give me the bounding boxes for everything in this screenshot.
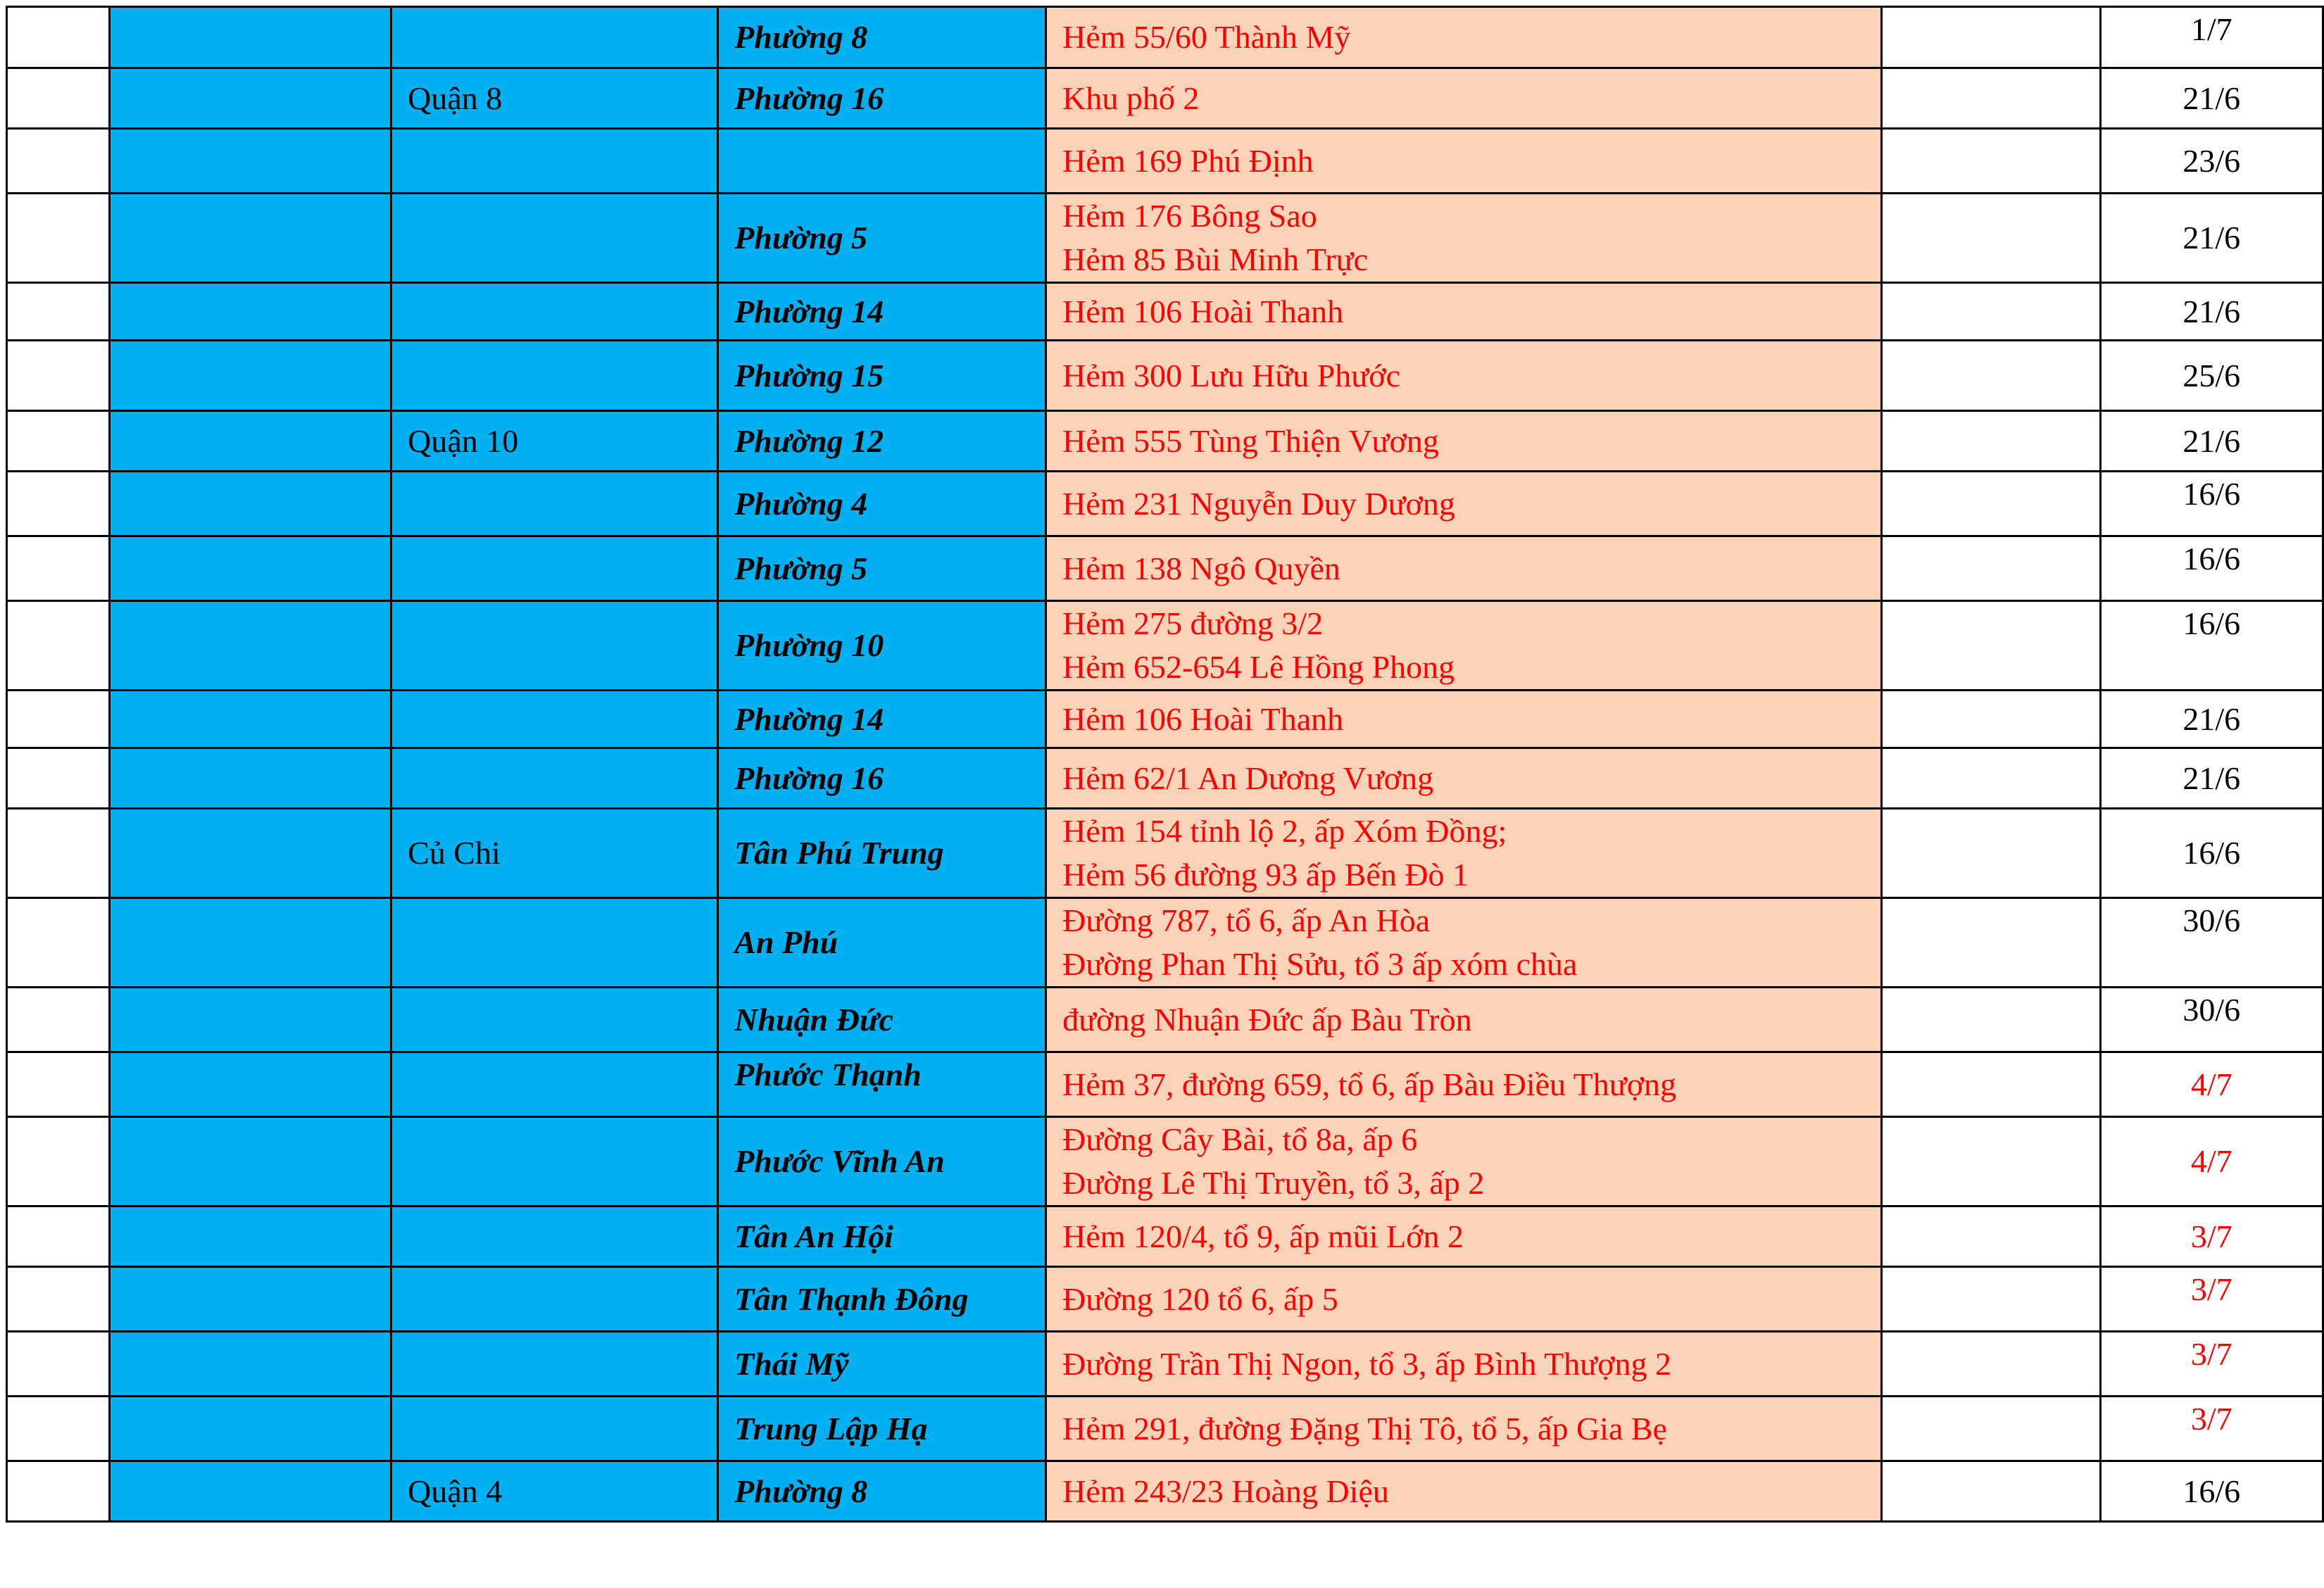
index-cell bbox=[7, 536, 110, 601]
blue-cell bbox=[110, 988, 391, 1052]
table-row bbox=[7, 1461, 2323, 1522]
date-cell: 3/7 bbox=[2100, 1206, 2323, 1267]
index-cell bbox=[7, 7, 110, 68]
address-cell bbox=[1046, 7, 1882, 68]
schedule-table-wrapper bbox=[6, 6, 2324, 1523]
table-row bbox=[7, 536, 2323, 601]
blank-cell bbox=[1881, 194, 2100, 283]
date-cell: 16/6 bbox=[2100, 536, 2323, 601]
address-line: Hẻm 555 Tùng Thiện Vương bbox=[1062, 422, 1439, 459]
blue-cell bbox=[110, 601, 391, 691]
ward-cell: Tân Phú Trung bbox=[718, 809, 1046, 898]
district-cell bbox=[391, 7, 718, 68]
address-cell bbox=[1046, 1332, 1882, 1397]
table-row bbox=[7, 748, 2323, 809]
index-cell bbox=[7, 1397, 110, 1461]
table-row bbox=[7, 1117, 2323, 1206]
district-cell bbox=[391, 341, 718, 411]
ward-cell bbox=[718, 129, 1046, 194]
blue-cell bbox=[110, 748, 391, 809]
index-cell bbox=[7, 1461, 110, 1522]
date-cell: 3/7 bbox=[2100, 1267, 2323, 1332]
blank-cell bbox=[1881, 988, 2100, 1052]
district-cell bbox=[391, 1332, 718, 1397]
blue-cell bbox=[110, 7, 391, 68]
ward-cell: Phường 8 bbox=[718, 7, 1046, 68]
index-cell bbox=[7, 68, 110, 129]
district-cell bbox=[391, 691, 718, 748]
blank-cell bbox=[1881, 1267, 2100, 1332]
blank-cell bbox=[1881, 809, 2100, 898]
address-cell bbox=[1046, 129, 1882, 194]
blank-cell bbox=[1881, 341, 2100, 411]
ward-cell: Tân Thạnh Đông bbox=[718, 1267, 1046, 1332]
address-line: Hẻm 176 Bông Sao bbox=[1062, 198, 1317, 234]
blank-cell bbox=[1881, 1397, 2100, 1461]
date-cell: 4/7 bbox=[2100, 1052, 2323, 1117]
date-cell: 30/6 bbox=[2100, 898, 2323, 988]
blank-cell bbox=[1881, 283, 2100, 341]
index-cell bbox=[7, 898, 110, 988]
blue-cell bbox=[110, 68, 391, 129]
ward-cell: Phường 16 bbox=[718, 748, 1046, 809]
district-cell bbox=[391, 748, 718, 809]
district-cell bbox=[391, 283, 718, 341]
date-cell: 21/6 bbox=[2100, 748, 2323, 809]
address-cell bbox=[1046, 1206, 1882, 1267]
table-row bbox=[7, 1052, 2323, 1117]
district-cell bbox=[391, 1052, 718, 1117]
blue-cell bbox=[110, 472, 391, 536]
table-row bbox=[7, 68, 2323, 129]
blank-cell bbox=[1881, 536, 2100, 601]
blank-cell bbox=[1881, 748, 2100, 809]
blank-cell bbox=[1881, 68, 2100, 129]
ward-cell: Phường 4 bbox=[718, 472, 1046, 536]
ward-cell: Thái Mỹ bbox=[718, 1332, 1046, 1397]
blank-cell bbox=[1881, 129, 2100, 194]
blue-cell bbox=[110, 1117, 391, 1206]
date-cell: 4/7 bbox=[2100, 1117, 2323, 1206]
address-line: Hẻm 120/4, tổ 9, ấp mũi Lớn 2 bbox=[1062, 1218, 1464, 1254]
index-cell bbox=[7, 988, 110, 1052]
date-cell: 16/6 bbox=[2100, 1461, 2323, 1522]
date-cell: 16/6 bbox=[2100, 472, 2323, 536]
ward-cell: Trung Lập Hạ bbox=[718, 1397, 1046, 1461]
district-cell bbox=[391, 194, 718, 283]
address-line: Hẻm 300 Lưu Hữu Phước bbox=[1062, 357, 1400, 393]
table-row bbox=[7, 1206, 2323, 1267]
district-cell bbox=[391, 472, 718, 536]
address-line: Hẻm 56 đường 93 ấp Bến Đò 1 bbox=[1062, 857, 1469, 893]
blue-cell bbox=[110, 1397, 391, 1461]
address-line: Hẻm 169 Phú Định bbox=[1062, 142, 1314, 179]
date-cell: 21/6 bbox=[2100, 194, 2323, 283]
blue-cell bbox=[110, 1332, 391, 1397]
address-cell bbox=[1046, 341, 1882, 411]
ward-cell: Phường 5 bbox=[718, 536, 1046, 601]
address-cell bbox=[1046, 472, 1882, 536]
date-cell: 3/7 bbox=[2100, 1332, 2323, 1397]
index-cell bbox=[7, 129, 110, 194]
blue-cell bbox=[110, 1052, 391, 1117]
blue-cell bbox=[110, 1461, 391, 1522]
address-cell bbox=[1046, 1461, 1882, 1522]
address-line: Hẻm 138 Ngô Quyền bbox=[1062, 550, 1340, 586]
date-cell: 21/6 bbox=[2100, 68, 2323, 129]
blue-cell bbox=[110, 898, 391, 988]
index-cell bbox=[7, 809, 110, 898]
address-line: Đường Phan Thị Sửu, tổ 3 ấp xóm chùa bbox=[1062, 946, 1578, 982]
date-cell: 23/6 bbox=[2100, 129, 2323, 194]
address-cell bbox=[1046, 988, 1882, 1052]
address-cell bbox=[1046, 1052, 1882, 1117]
ward-cell: Phước Vĩnh An bbox=[718, 1117, 1046, 1206]
table-row bbox=[7, 898, 2323, 988]
index-cell bbox=[7, 1117, 110, 1206]
address-line: Hẻm 275 đường 3/2 bbox=[1062, 605, 1324, 641]
blank-cell bbox=[1881, 1461, 2100, 1522]
address-cell bbox=[1046, 1397, 1882, 1461]
address-line: Đường Lê Thị Truyền, tổ 3, ấp 2 bbox=[1062, 1165, 1485, 1201]
index-cell bbox=[7, 601, 110, 691]
address-line: Đường 120 tổ 6, ấp 5 bbox=[1062, 1280, 1338, 1317]
address-cell bbox=[1046, 411, 1882, 472]
blank-cell bbox=[1881, 472, 2100, 536]
table-row bbox=[7, 411, 2323, 472]
table-row bbox=[7, 7, 2323, 68]
table-row bbox=[7, 1267, 2323, 1332]
address-cell bbox=[1046, 809, 1882, 898]
district-cell bbox=[391, 1397, 718, 1461]
ward-cell: Phường 14 bbox=[718, 691, 1046, 748]
table-row bbox=[7, 283, 2323, 341]
schedule-table bbox=[6, 6, 2324, 1523]
table-row bbox=[7, 1397, 2323, 1461]
district-cell bbox=[391, 988, 718, 1052]
address-line: đường Nhuận Đức ấp Bàu Tròn bbox=[1062, 1001, 1472, 1038]
table-row bbox=[7, 194, 2323, 283]
address-cell bbox=[1046, 1117, 1882, 1206]
district-cell bbox=[391, 1267, 718, 1332]
address-cell bbox=[1046, 691, 1882, 748]
blue-cell bbox=[110, 1267, 391, 1332]
address-line: Hẻm 291, đường Đặng Thị Tô, tổ 5, ấp Gia Bẹ bbox=[1062, 1410, 1667, 1447]
blank-cell bbox=[1881, 1117, 2100, 1206]
address-line: Đường Cây Bài, tổ 8a, ấp 6 bbox=[1062, 1121, 1418, 1157]
table-row bbox=[7, 809, 2323, 898]
blue-cell bbox=[110, 1206, 391, 1267]
district-cell bbox=[391, 601, 718, 691]
blue-cell bbox=[110, 341, 391, 411]
ward-cell: Nhuận Đức bbox=[718, 988, 1046, 1052]
date-cell: 21/6 bbox=[2100, 283, 2323, 341]
blank-cell bbox=[1881, 411, 2100, 472]
address-line: Hẻm 62/1 An Dương Vương bbox=[1062, 760, 1434, 796]
index-cell bbox=[7, 1052, 110, 1117]
district-cell: Quận 8 bbox=[391, 68, 718, 129]
ward-cell: Phường 12 bbox=[718, 411, 1046, 472]
blue-cell bbox=[110, 536, 391, 601]
address-cell bbox=[1046, 1267, 1882, 1332]
date-cell: 30/6 bbox=[2100, 988, 2323, 1052]
district-cell: Củ Chi bbox=[391, 809, 718, 898]
blue-cell bbox=[110, 129, 391, 194]
ward-cell: Tân An Hội bbox=[718, 1206, 1046, 1267]
blank-cell bbox=[1881, 1206, 2100, 1267]
blank-cell bbox=[1881, 691, 2100, 748]
address-line: Hẻm 154 tỉnh lộ 2, ấp Xóm Đồng; bbox=[1062, 813, 1507, 849]
date-cell: 16/6 bbox=[2100, 601, 2323, 691]
address-line: Hẻm 37, đường 659, tổ 6, ấp Bàu Điều Thượng bbox=[1062, 1066, 1677, 1102]
date-cell: 25/6 bbox=[2100, 341, 2323, 411]
index-cell bbox=[7, 748, 110, 809]
address-line: Hẻm 243/23 Hoàng Diệu bbox=[1062, 1473, 1389, 1509]
date-cell: 21/6 bbox=[2100, 691, 2323, 748]
index-cell bbox=[7, 283, 110, 341]
index-cell bbox=[7, 411, 110, 472]
table-row bbox=[7, 988, 2323, 1052]
date-cell: 3/7 bbox=[2100, 1397, 2323, 1461]
address-line: Hẻm 106 Hoài Thanh bbox=[1062, 700, 1344, 737]
date-cell: 21/6 bbox=[2100, 411, 2323, 472]
address-cell bbox=[1046, 601, 1882, 691]
address-cell bbox=[1046, 283, 1882, 341]
address-line: Hẻm 231 Nguyễn Duy Dương bbox=[1062, 485, 1455, 522]
address-line: Khu phố 2 bbox=[1062, 80, 1200, 116]
address-line: Đường Trần Thị Ngon, tổ 3, ấp Bình Thượng 2 bbox=[1062, 1345, 1671, 1382]
index-cell bbox=[7, 194, 110, 283]
blank-cell bbox=[1881, 7, 2100, 68]
blue-cell bbox=[110, 809, 391, 898]
blue-cell bbox=[110, 283, 391, 341]
address-cell bbox=[1046, 898, 1882, 988]
table-row bbox=[7, 472, 2323, 536]
address-cell bbox=[1046, 748, 1882, 809]
blue-cell bbox=[110, 194, 391, 283]
district-cell: Quận 4 bbox=[391, 1461, 718, 1522]
index-cell bbox=[7, 472, 110, 536]
address-line: Hẻm 55/60 Thành Mỹ bbox=[1062, 19, 1351, 55]
ward-cell: Phường 5 bbox=[718, 194, 1046, 283]
ward-cell: Phường 15 bbox=[718, 341, 1046, 411]
district-cell: Quận 10 bbox=[391, 411, 718, 472]
district-cell bbox=[391, 536, 718, 601]
schedule-table-body bbox=[7, 7, 2323, 1522]
address-cell bbox=[1046, 536, 1882, 601]
blank-cell bbox=[1881, 1052, 2100, 1117]
index-cell bbox=[7, 1206, 110, 1267]
district-cell bbox=[391, 129, 718, 194]
district-cell bbox=[391, 898, 718, 988]
ward-cell: Phước Thạnh bbox=[718, 1052, 1046, 1117]
blue-cell bbox=[110, 691, 391, 748]
ward-cell: Phường 14 bbox=[718, 283, 1046, 341]
address-line: Đường 787, tổ 6, ấp An Hòa bbox=[1062, 902, 1431, 938]
ward-cell: Phường 10 bbox=[718, 601, 1046, 691]
address-cell bbox=[1046, 68, 1882, 129]
index-cell bbox=[7, 341, 110, 411]
table-row bbox=[7, 601, 2323, 691]
address-line: Hẻm 85 Bùi Minh Trực bbox=[1062, 241, 1369, 277]
ward-cell: Phường 16 bbox=[718, 68, 1046, 129]
index-cell bbox=[7, 1267, 110, 1332]
table-row bbox=[7, 691, 2323, 748]
address-cell bbox=[1046, 194, 1882, 283]
address-line: Hẻm 106 Hoài Thanh bbox=[1062, 293, 1344, 329]
blank-cell bbox=[1881, 1332, 2100, 1397]
table-row bbox=[7, 341, 2323, 411]
ward-cell: An Phú bbox=[718, 898, 1046, 988]
date-cell: 16/6 bbox=[2100, 809, 2323, 898]
address-line: Hẻm 652-654 Lê Hồng Phong bbox=[1062, 649, 1455, 685]
district-cell bbox=[391, 1206, 718, 1267]
district-cell bbox=[391, 1117, 718, 1206]
table-row bbox=[7, 129, 2323, 194]
table-row bbox=[7, 1332, 2323, 1397]
blue-cell bbox=[110, 411, 391, 472]
index-cell bbox=[7, 1332, 110, 1397]
index-cell bbox=[7, 691, 110, 748]
blank-cell bbox=[1881, 601, 2100, 691]
ward-cell: Phường 8 bbox=[718, 1461, 1046, 1522]
date-cell: 1/7 bbox=[2100, 7, 2323, 68]
blank-cell bbox=[1881, 898, 2100, 988]
